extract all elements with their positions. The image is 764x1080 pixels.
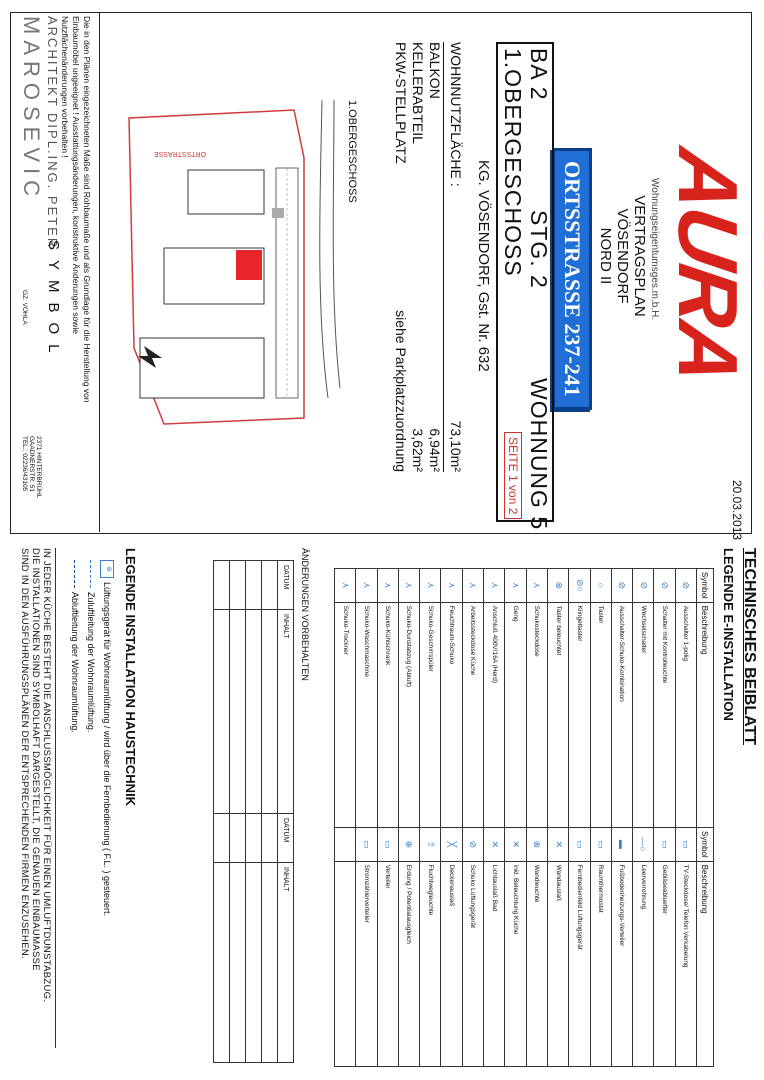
company-subtitle: Wohnungseigentumsges.m.b.H. (649, 178, 660, 321)
legend-desc: Erdung / Potentialausgleich (398, 861, 419, 1066)
changes-cell (262, 863, 278, 1063)
unit-number: WOHNUNG 5 (526, 378, 552, 531)
site-plan (114, 98, 344, 428)
legend-symbol: ⋏ (420, 569, 441, 603)
legend-desc: TV-Steckdose/ Telefon Verkabelung (675, 861, 696, 1066)
page-indicator: SEITE 1 von 2 (504, 432, 522, 519)
changes-col-content: INHALT (278, 610, 294, 814)
legend-row (377, 569, 398, 828)
legend-symbol: ⊘ (633, 569, 654, 603)
legend-desc: Taster beleuchtet (547, 602, 568, 827)
legend-symbol: ⊘ (675, 569, 696, 603)
area-value: siehe Parkplatzzuordnung (393, 310, 409, 472)
legend-symbol: ▬ (611, 828, 632, 862)
changes-cell (262, 561, 278, 610)
legend-row (356, 569, 377, 828)
legend-desc: inkl. Beleuchtung Küche (505, 861, 526, 1066)
e-legend-left (334, 568, 714, 828)
disclaimer (59, 16, 92, 526)
e-legend (334, 568, 714, 1068)
area-value: 6,94m² (427, 428, 443, 472)
changes-cell (246, 610, 262, 814)
legend-row (484, 569, 505, 828)
legend-symbol: ⋏ (526, 569, 547, 603)
legend-row (590, 828, 611, 1067)
legend-symbol: ⋏ (484, 569, 505, 603)
changes-col-date: DATUM (278, 561, 294, 610)
changes-table-right (213, 813, 294, 1063)
legend-row (633, 569, 654, 828)
changes-cell (230, 814, 246, 863)
legend-desc: Feuchtraum-Schuko (441, 602, 462, 827)
changes-cell (230, 610, 246, 814)
hvac-title: LEGENDE INSTALLATION HAUSTECHNIK (123, 548, 138, 807)
legend-symbol: ▭ (569, 828, 590, 862)
architect-name: MAROSEVIC (19, 16, 44, 203)
legend-symbol: ▭ (590, 828, 611, 862)
plan-title (597, 168, 648, 344)
legend-desc: Geng (505, 602, 526, 827)
disclaimer-line: Die in den Plänen eingezeichneten Maße sind Rohbaumaße und als Grundlage für die Herstellung von (82, 16, 92, 403)
bottom-divider (99, 12, 100, 532)
plan-title-line: NORD II (597, 227, 614, 285)
floor-label: 1.OBERGESCHOSS (346, 100, 358, 203)
legend-symbol: ⊘ (611, 569, 632, 603)
legend-row (654, 569, 675, 828)
legend-desc: Schuko-Kühlschrank (377, 602, 398, 827)
legend-row (675, 569, 696, 828)
legend-desc: Gebläseabluefter (654, 861, 675, 1066)
legend-symbol: ✕ (484, 828, 505, 862)
legend-symbol: ▭ (654, 828, 675, 862)
legend-symbol: ⊗ (547, 569, 568, 603)
exhaust-duct-icon (75, 560, 76, 588)
supply-duct-icon (91, 560, 92, 588)
changes-cell (214, 814, 230, 863)
ventilation-unit-icon: ⊛ (100, 560, 114, 578)
hvac-line-exhaust (70, 560, 80, 733)
legend-symbol: ✕ (547, 828, 568, 862)
legend-desc: Arbeitssteckdose Küche (462, 602, 483, 827)
area-row (409, 42, 426, 472)
legend-row (569, 569, 590, 828)
address-line: 2371 HINTERBRÜHL (35, 436, 42, 499)
legend-desc: Ausschalter-Schuko-Kombination (611, 602, 632, 827)
unit-ba: BA 2 (526, 48, 552, 101)
legend-row (505, 569, 526, 828)
address-badge: ORTSSTRASSE 237-241 (552, 148, 592, 410)
legend-symbol: ⊘○ (569, 569, 590, 603)
address-line: TEL.: 02236/43105 (21, 436, 28, 492)
unit-floor: 1.OBERGESCHOSS (500, 48, 526, 277)
legend-desc: Lichtauslaß Bad (484, 861, 505, 1066)
legend-row (675, 828, 696, 1067)
hvac-note-line: SIND IN DEN AUSFÜHRUNGSPLÄNEN DER ENTSPRECHENDEN FIRMEN ENZUSEHEN. (19, 548, 30, 959)
changes-cell (262, 610, 278, 814)
legend-desc (334, 861, 355, 1066)
col-symbol: Symbol (697, 828, 714, 862)
hvac-exhaust-text: Abluftleitung der Wohnraumlüftung. (70, 592, 80, 733)
building-c (140, 338, 264, 398)
legend-row (334, 569, 355, 828)
changes-block (213, 560, 294, 1063)
changes-cell (214, 863, 230, 1063)
e-install-title: LEGENDE E-INSTALLATION (721, 548, 736, 721)
symbol-label: SYMBOL (45, 240, 62, 363)
legend-symbol: ⋏ (462, 569, 483, 603)
legend-symbol: —○ (633, 828, 654, 862)
hvac-supply-text: Zuluftleitung der Wohnraumlüftung. (86, 592, 96, 733)
legend-desc: Schukosteckdose (526, 602, 547, 827)
hvac-line-supply (86, 560, 96, 732)
legend-desc: Taster (590, 602, 611, 827)
changes-cell (262, 814, 278, 863)
area-row (443, 42, 464, 472)
legend-row (334, 828, 355, 1067)
hvac-note-line: IN JEDER KÜCHE BESTEHT DIE ANSCHLUSSMÖGLICHKEIT FÜR EINEN UMLUFTDUNSTABZUG. (41, 548, 52, 1003)
area-list (392, 42, 464, 472)
legend-row (462, 569, 483, 828)
legend-row (398, 828, 419, 1067)
legend-symbol: ✕ (505, 828, 526, 862)
changes-cell (214, 561, 230, 610)
legend-symbol: ⋏ (377, 569, 398, 603)
aura-logo: AURA (661, 143, 755, 388)
legend-symbol (334, 828, 355, 862)
legend-symbol: ⋏ (505, 569, 526, 603)
disclaimer-line: Nutzflächenänderungen vorbehalten ! (60, 16, 70, 158)
legend-row (611, 828, 632, 1067)
legend-row (356, 828, 377, 1067)
hvac-note (19, 548, 56, 1048)
legend-desc: Schuko-Waschmaschine (356, 602, 377, 827)
road-curve (333, 100, 340, 388)
legend-symbol: ⊗ (526, 828, 547, 862)
changes-col-content: INHALT (278, 863, 294, 1063)
legend-desc: Deckenauslaß (441, 861, 462, 1066)
architect-address (21, 436, 42, 499)
legend-desc: Klingeltaster (569, 602, 590, 827)
legend-row (547, 828, 568, 1067)
legend-desc: Fluchtwegleuchte (420, 861, 441, 1066)
legend-symbol: ▭ (377, 828, 398, 862)
legend-symbol: ○ (590, 569, 611, 603)
legend-symbol: ⊕ (398, 828, 419, 862)
area-row (392, 42, 409, 472)
legend-row (462, 828, 483, 1067)
legend-desc: Stromzählerverteiler (356, 861, 377, 1066)
col-description: Beschreibung (697, 602, 714, 827)
changes-cell (246, 863, 262, 1063)
legend-symbol: ⋏ (441, 569, 462, 603)
legend-row (654, 828, 675, 1067)
legend-row (441, 569, 462, 828)
legend-symbol: ⊘ (654, 569, 675, 603)
cadastre-info: KG. VÖSENDORF, Gst. Nr. 632 (475, 160, 492, 372)
area-label: KELLERABTEIL (410, 42, 426, 144)
legend-desc: Schuko-Trockner (334, 602, 355, 827)
area-value: 3,62m² (410, 428, 426, 472)
legend-symbol: ⊘ (462, 828, 483, 862)
legend-row (569, 828, 590, 1067)
tech-title: TECHNISCHES BEIBLATT (741, 548, 758, 746)
legend-row (505, 828, 526, 1067)
legend-desc: Ausschalter 1-polig (675, 602, 696, 827)
legend-row (526, 569, 547, 828)
road-curve (320, 100, 328, 398)
plan-date: 20.03.2013 (730, 480, 744, 541)
area-label: BALKON (427, 42, 443, 99)
legend-symbol: ▭ (675, 828, 696, 862)
area-label: WOHNNUTZFLÄCHE : (448, 42, 464, 187)
staircase (272, 208, 284, 218)
legend-symbol: ▭ (356, 828, 377, 862)
area-value: 73,10m² (448, 420, 464, 472)
legend-desc: Schuko-Geschirrspüler (420, 602, 441, 827)
disclaimer-line: Einbaumöbel ungeeignet ! Ausstattungsänderungen, konstruktive Änderungen sowie (71, 16, 81, 335)
changes-cell (214, 610, 230, 814)
legend-desc: Wandleuchte (526, 861, 547, 1066)
legend-symbol: ⇧ (420, 828, 441, 862)
legend-desc: Schuko-Dunstabzug (Abluft) (398, 602, 419, 827)
legend-row (547, 569, 568, 828)
unit-stairway: STG. 2 (526, 210, 552, 289)
changes-table-left (213, 560, 294, 814)
legend-symbol: ╳ (441, 828, 462, 862)
changes-col-date: DATUM (278, 814, 294, 863)
street-label: ORTSSTRASSE (154, 150, 206, 157)
legend-row (484, 828, 505, 1067)
legend-row (377, 828, 398, 1067)
legend-symbol: ⋏ (398, 569, 419, 603)
legend-desc: Leerverrohrung (633, 861, 654, 1066)
hvac-ventilation-text: Lüftungsgerät für Wohnraumlüftung / wird über die Fernbedienung ( F.L. ) gesteuert. (102, 582, 112, 917)
address-line: GAADNERSTR. 51 (28, 436, 35, 492)
area-row (426, 42, 443, 472)
col-description: Beschreibung (697, 861, 714, 1066)
gz-code: GZ: VOHLA (21, 290, 28, 325)
legend-row (633, 828, 654, 1067)
legend-desc: Schuko Lüftungsgerät (462, 861, 483, 1066)
building-a (188, 170, 264, 214)
changes-cell (246, 814, 262, 863)
hvac-line-ventilation (100, 560, 114, 916)
changes-cell (230, 561, 246, 610)
architect-line: ARCHITEKT DIPL.ING. PETER (45, 16, 60, 250)
area-label: PKW-STELLPLATZ (393, 42, 409, 164)
legend-desc: Raumthermostat (590, 861, 611, 1066)
legend-desc: Schalter mit Kontrolleuchte (654, 602, 675, 827)
legend-desc: Anschluß 400V/16A (Herd) (484, 602, 505, 827)
e-legend-right (334, 827, 714, 1067)
legend-symbol: ⋏ (334, 569, 355, 603)
legend-desc: Fernbedienfeld Lüftungsgerät (569, 861, 590, 1066)
legend-row (590, 569, 611, 828)
changes-cell (230, 863, 246, 1063)
legend-desc: Verteiler (377, 861, 398, 1066)
legend-desc: Wechselschalter (633, 602, 654, 827)
legend-desc: Fußbodenheizungs-Verteiler (611, 861, 632, 1066)
changes-cell (246, 561, 262, 610)
legend-row (441, 828, 462, 1067)
legend-row (526, 828, 547, 1067)
legend-row (611, 569, 632, 828)
plan-title-line: VERTRAGSPLAN (631, 195, 648, 317)
changes-title: ÄNDERUNGEN VORBEHALTEN (300, 548, 310, 681)
legend-row (420, 569, 441, 828)
legend-symbol: ⋏ (356, 569, 377, 603)
legend-desc: Wandauslaß (547, 861, 568, 1066)
plan-title-line: VÖSENDORF (614, 208, 631, 304)
legend-row (398, 569, 419, 828)
legend-row (420, 828, 441, 1067)
col-symbol: Symbol (697, 569, 714, 603)
hvac-note-line: DIE INSTALLATIONEN SIND SYMBOLHAFT DARGESTELLT, DIE GENAUEN EINBAUMASSE (30, 548, 41, 971)
highlighted-unit (236, 250, 262, 280)
